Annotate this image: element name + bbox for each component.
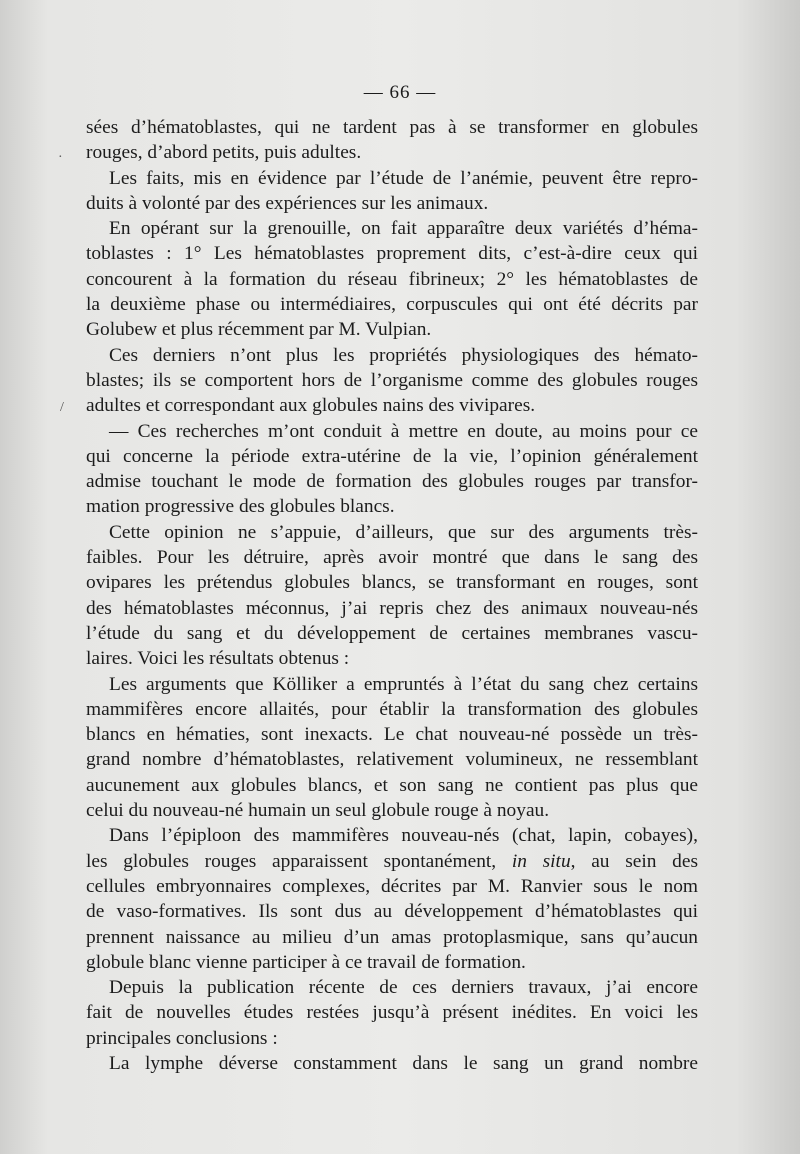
text-line: mammifères encore allaités, pour établir la transformation des globules [86, 698, 698, 720]
text-line: duits à volonté par des expériences sur les animaux. [86, 192, 489, 214]
text-line: Golubew et plus récemment par M. Vulpian. [86, 319, 432, 341]
text-line: La lymphe déverse constamment dans le sang un grand nombre [109, 1052, 698, 1074]
text-line: toblastes : 1° Les hématoblastes proprement dits, c’est-à-dire ceux qui [86, 243, 698, 265]
text-line: ovipares les prétendus globules blancs, se transformant en rouges, sont [86, 572, 698, 594]
text-line: fait de nouvelles études restées jusqu’à présent inédites. En voici les [86, 1002, 698, 1024]
text-line: sées d’hématoblastes, qui ne tardent pas à se transformer en globules [86, 117, 698, 138]
text-line: Cette opinion ne s’appuie, d’ailleurs, que sur des arguments très- [109, 521, 698, 543]
text-line: blastes; ils se comportent hors de l’organisme comme des globules rouges [86, 369, 698, 391]
text-line: l’étude du sang et du développement de certaines membranes vascu- [86, 622, 698, 644]
text-line: Depuis la publication récente de ces derniers travaux, j’ai encore [109, 977, 698, 999]
text-line: aucunement aux globules blancs, et son sang ne contient pas plus que [86, 774, 698, 796]
text-line: blancs en hématies, sont inexacts. Le chat nouveau-né possède un très- [86, 724, 698, 746]
text-line: globule blanc vienne participer à ce travail de formation. [86, 951, 526, 973]
body-text [86, 115, 698, 1076]
text-line: de vaso-formatives. Ils sont dus au développement d’hématoblastes qui [86, 901, 698, 923]
text-line: Les faits, mis en évidence par l’étude de l’anémie, peuvent être repro- [109, 167, 698, 189]
text-line: cellules embryonnaires complexes, décrites par M. Ranvier sous le nom [86, 875, 698, 897]
text-line: celui du nouveau-né humain un seul globule rouge à noyau. [86, 800, 550, 822]
text-line: En opérant sur la grenouille, on fait apparaître deux variétés d’héma- [109, 218, 698, 240]
text-line: la deuxième phase ou intermédiaires, corpuscules qui ont été décrits par [86, 294, 698, 316]
page-number: — 66 — [363, 82, 437, 103]
text-line: adultes et correspondant aux globules nains des vivipares. [86, 395, 536, 417]
text-line: des hématoblastes méconnus, j’ai repris chez des animaux nouveau-nés [86, 597, 698, 619]
text-line: grand nombre d’hématoblastes, relativement volumineux, ne ressemblant [86, 749, 698, 771]
text-line: — Ces recherches m’ont conduit à mettre en doute, au moins pour ce [109, 420, 698, 442]
text-line: Les arguments que Kölliker a empruntés à l’état du sang chez certains [109, 673, 698, 695]
text-line: les globules rouges apparaissent spontanément, in situ, au sein des [86, 850, 698, 872]
text-line: qui concerne la période extra-utérine de la vie, l’opinion généralement [86, 445, 698, 467]
italic-text: in situ [511, 850, 571, 872]
text-line: concourent à la formation du réseau fibrineux; 2° les hématoblastes de [86, 268, 698, 290]
text-line: principales conclusions : [86, 1027, 278, 1049]
text-line: faibles. Pour les détruire, après avoir montré que dans le sang des [86, 547, 698, 569]
text-line: Ces derniers n’ont plus les propriétés physiologiques des hémato- [109, 344, 698, 366]
text-line: admise touchant le mode de formation des globules rouges par transfor- [86, 471, 698, 493]
text-line: Dans l’épiploon des mammifères nouveau-nés (chat, lapin, cobayes), [109, 825, 698, 847]
margin-mark: · [58, 150, 63, 165]
text-line: laires. Voici les résultats obtenus : [86, 648, 350, 670]
text-line: prennent naissance au milieu d’un amas protoplasmique, sans qu’aucun [86, 926, 698, 948]
margin-mark: / [60, 400, 64, 415]
text-line: rouges, d’abord petits, puis adultes. [86, 142, 362, 164]
text-line: mation progressive des globules blancs. [86, 496, 395, 518]
